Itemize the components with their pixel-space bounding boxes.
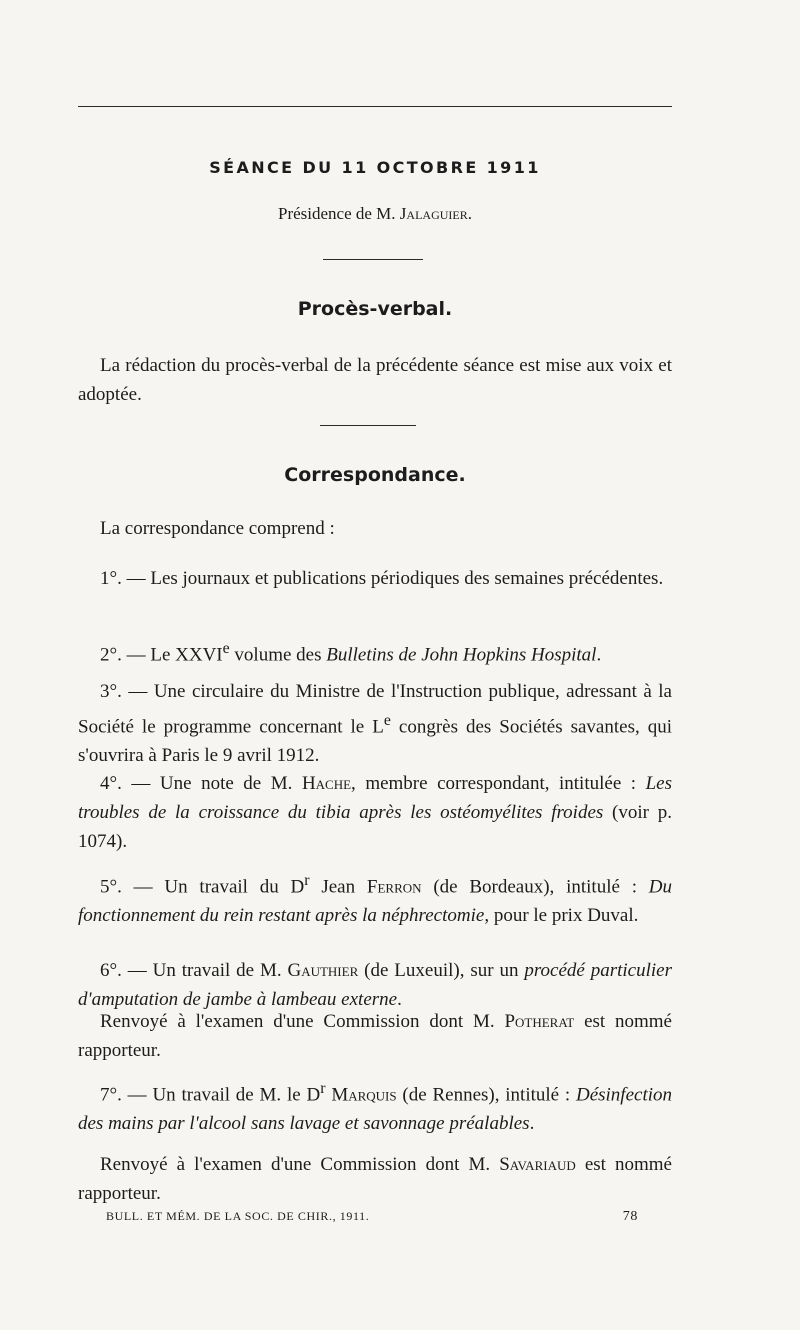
item-5-text-a: 5°. — Un travail du D — [100, 876, 305, 898]
footer-journal: BULL. ET MÉM. DE LA SOC. DE CHIR., 1911. — [106, 1209, 370, 1223]
item-7-text-c: (de Rennes), intitulé : — [396, 1084, 576, 1106]
correspondance-item-4 — [78, 769, 672, 856]
item-3-text-b: congrès des Sociétés savantes, qui s'ouvrira à Paris le 9 avril 1912. — [78, 716, 672, 767]
item-5-author: Ferron — [366, 876, 422, 898]
item-7-renvoi-b: est nommé rapporteur. — [78, 1154, 672, 1204]
item-6-rapporteur: Potherat — [504, 1011, 575, 1032]
item-2-journal-title: Bulletins de John Hopkins Hospital — [326, 644, 597, 666]
item-6-text-c: . — [397, 989, 402, 1010]
item-7-rapporteur: Savariaud — [499, 1154, 576, 1175]
presidence-line — [78, 204, 672, 224]
item-3-text-a: 3°. — Une circulaire du Ministre de l'Instruction publique, adressant à la Société le programme concernant le L — [78, 681, 672, 738]
item-4-author: Hache — [301, 773, 352, 794]
item-7-sup: r — [320, 1080, 326, 1097]
item-4-text-a: 4°. — Une note de M. — [100, 773, 302, 794]
page-number: 78 — [622, 1209, 638, 1224]
page-footer — [106, 1209, 666, 1224]
correspondance-item-3 — [78, 677, 672, 770]
correspondance-item-6 — [78, 956, 672, 1014]
president-name: Jalaguier — [399, 204, 468, 223]
correspondance-item-7-renvoi — [78, 1150, 672, 1208]
item-7-renvoi-a: Renvoyé à l'examen d'une Commission dont M. — [100, 1154, 500, 1175]
item-6-text-b: (de Luxeuil), sur un — [358, 960, 525, 981]
item-3-sup: e — [383, 712, 391, 729]
proces-verbal-title: Procès-verbal. — [297, 298, 453, 320]
correspondance-intro: La correspondance comprend : — [100, 518, 335, 539]
item-5-text-c: (de Bordeaux), intitulé : — [421, 876, 649, 898]
top-rule — [78, 106, 672, 107]
separator-rule-1 — [323, 259, 423, 260]
item-2-mid: volume des — [229, 644, 327, 666]
separator-rule-2 — [320, 425, 416, 426]
item-6-text-a: 6°. — Un travail de M. — [100, 960, 288, 981]
correspondance-item-5 — [78, 866, 672, 930]
item-7-title: Désinfection des mains par l'alcool sans lavage et savonnage préalables — [78, 1084, 673, 1135]
item-7-text-d: . — [529, 1113, 535, 1135]
proces-verbal-text: La rédaction du procès-verbal de la précédente séance est mise aux voix et adoptée. — [78, 355, 672, 405]
item-5-text-b: Jean — [309, 876, 367, 898]
correspondance-title: Correspondance. — [284, 464, 466, 486]
seance-title: SÉANCE DU 11 OCTOBRE 1911 — [209, 158, 541, 177]
item-6-title: procédé particulier d'amputation de jambe à lambeau externe — [78, 960, 672, 1010]
item-4-text-b: , membre correspondant, intitulée : — [351, 773, 646, 794]
correspondance-item-1: 1°. — Les journaux et publications périodiques des semaines précédentes. — [100, 568, 664, 589]
item-2-sup: e — [222, 640, 230, 657]
presidence-suffix: . — [467, 204, 472, 223]
item-7-text-a: 7°. — Un travail de M. le D — [100, 1084, 321, 1106]
correspondance-item-6-renvoi — [78, 1007, 672, 1065]
item-2-suffix: . — [596, 644, 602, 666]
item-6-author: Gauthier — [287, 960, 359, 981]
item-4-title: Les troubles de la croissance du tibia après les ostéomyélites froides — [78, 773, 672, 823]
item-4-text-c: (voir p. 1074). — [78, 802, 673, 852]
presidence-prefix: Présidence de M. — [277, 204, 400, 223]
item-6-renvoi-a: Renvoyé à l'examen d'une Commission dont M. — [100, 1011, 505, 1032]
item-6-renvoi-b: est nommé rapporteur. — [78, 1011, 672, 1061]
item-5-sup: r — [304, 872, 310, 889]
item-2-prefix: 2°. — Le XXVI — [100, 644, 223, 666]
item-7-author: Marquis — [331, 1084, 397, 1106]
document-page — [78, 0, 672, 1330]
correspondance-item-7 — [78, 1074, 672, 1138]
correspondance-item-2 — [78, 634, 672, 669]
item-5-text-d: , pour le prix Duval. — [484, 905, 639, 927]
item-5-title: Du fonctionnement du rein restant après la néphrectomie — [78, 876, 673, 927]
